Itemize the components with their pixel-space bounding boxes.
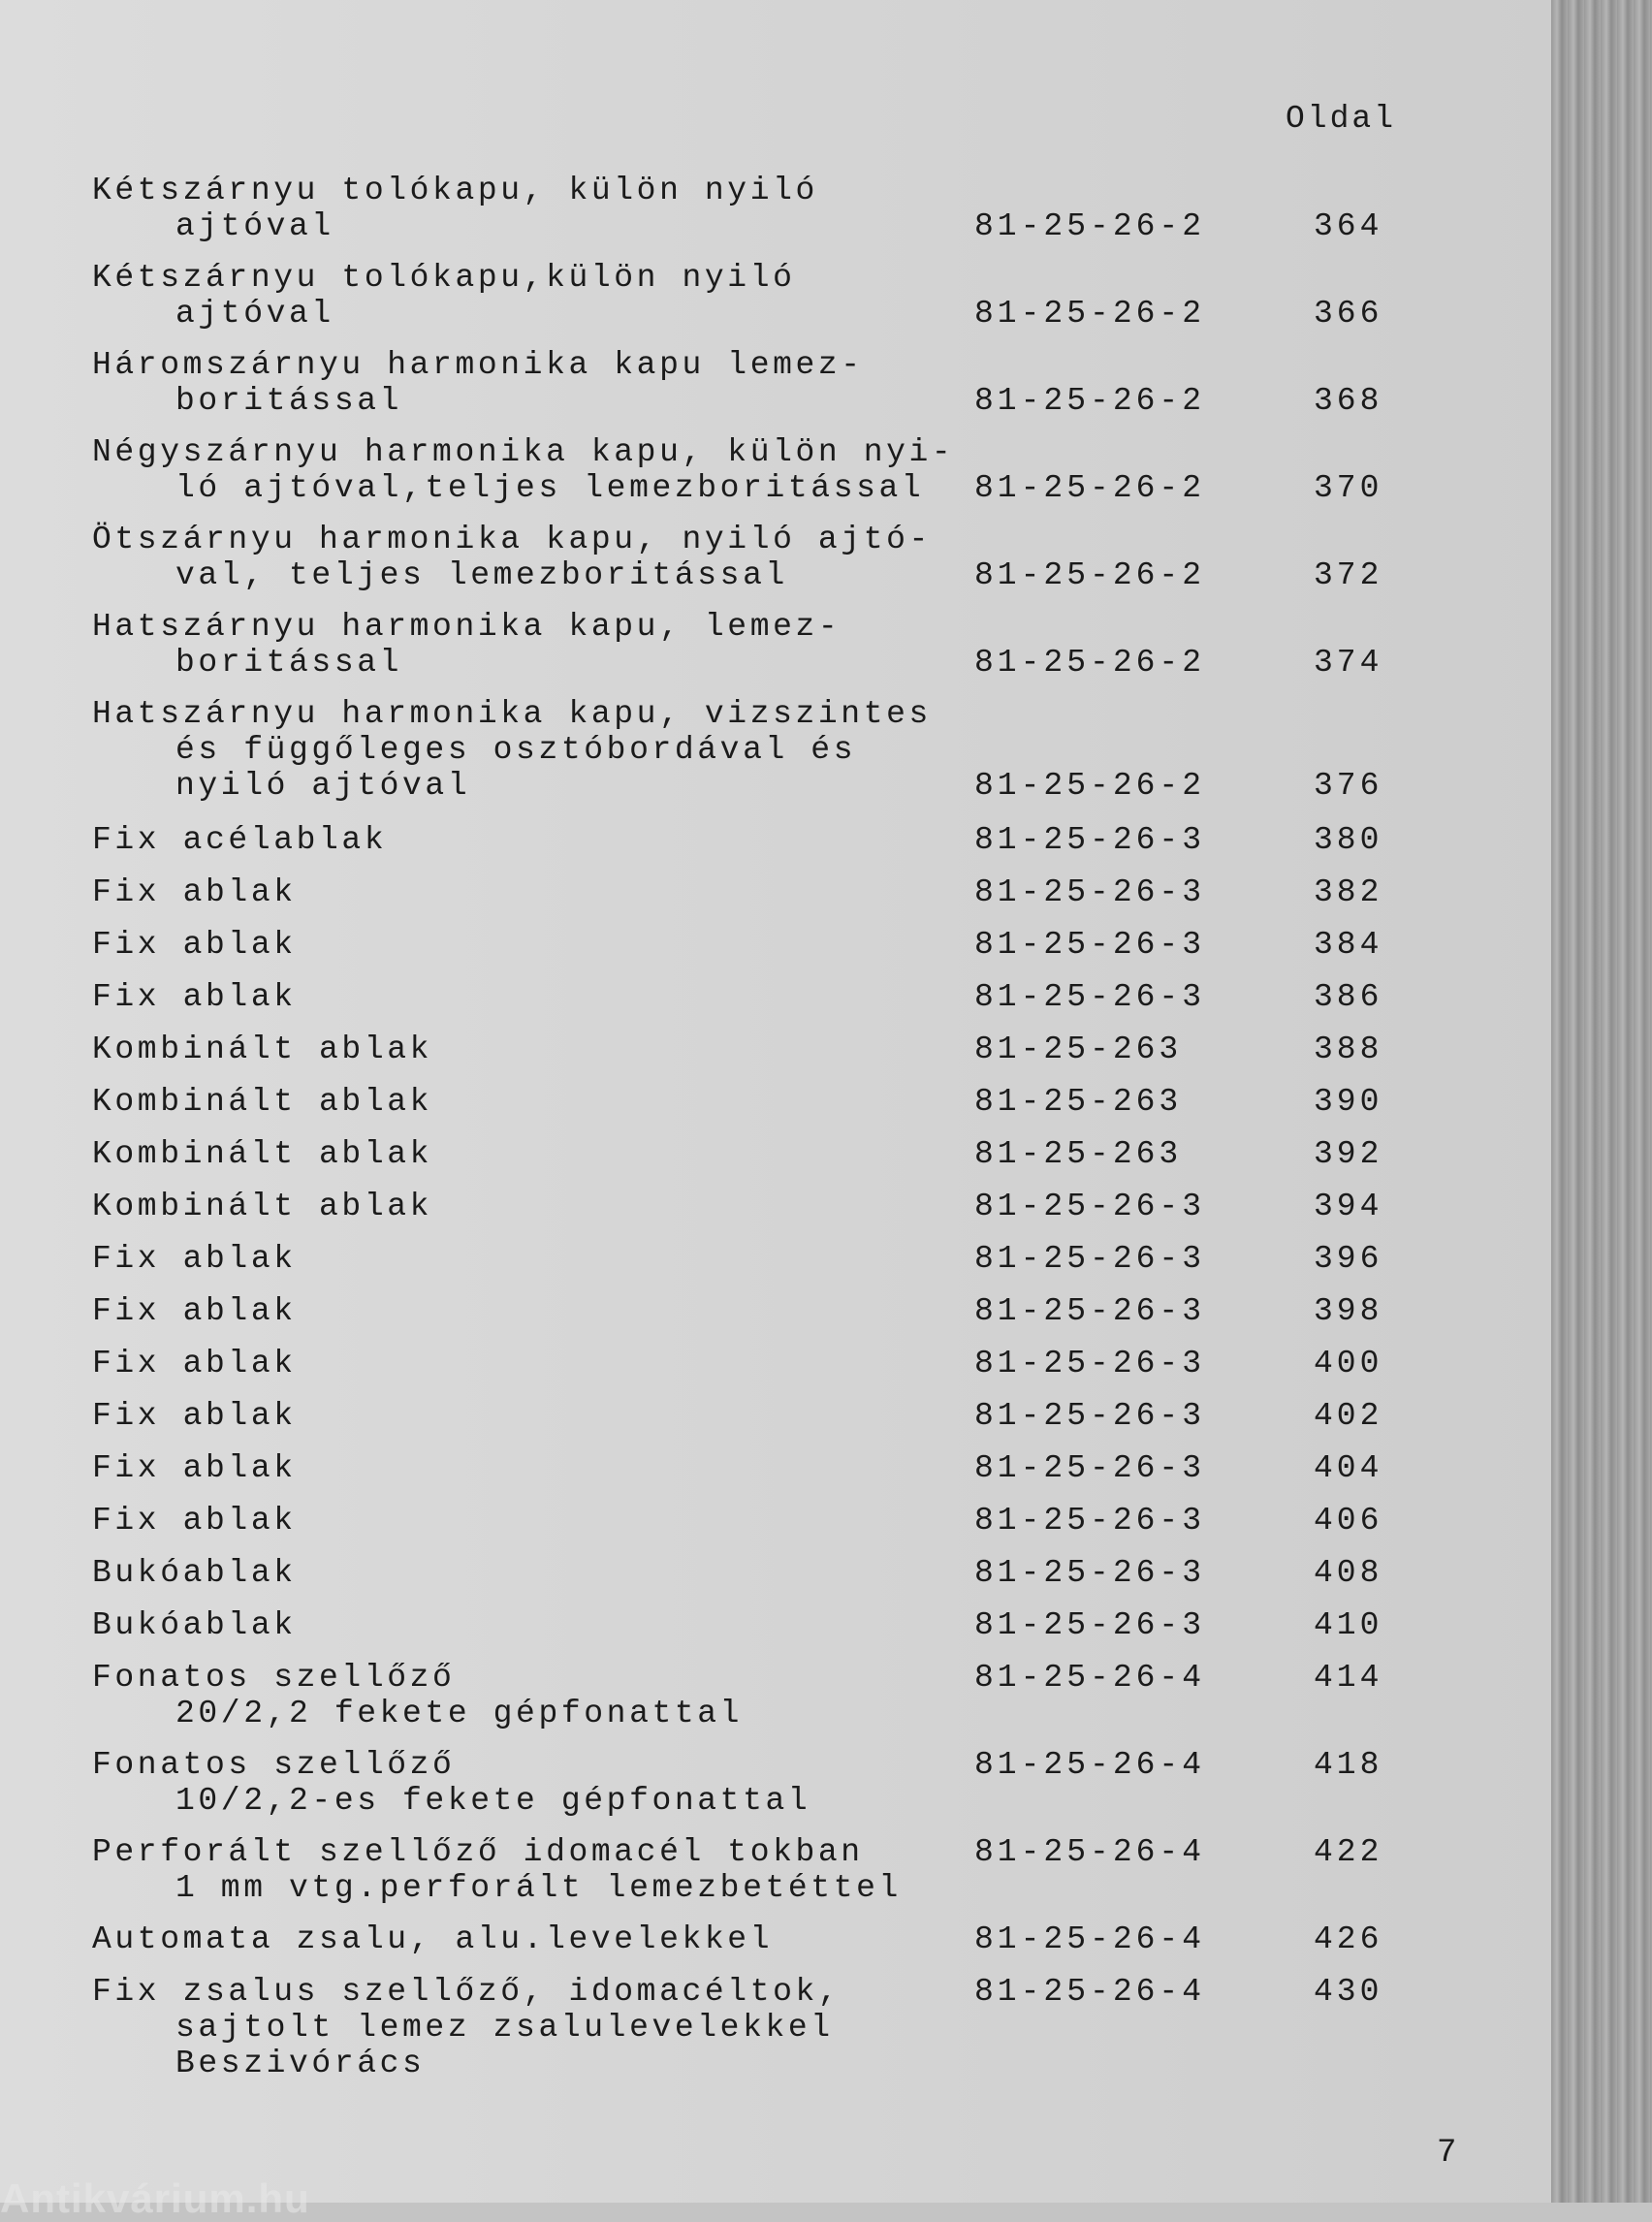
- entry-title-line: Fix ablak: [92, 1293, 297, 1329]
- toc-entry: [0, 1032, 1551, 1067]
- watermark: Antikvárium.hu: [0, 2175, 310, 2221]
- entry-code: 81-25-26-2: [974, 470, 1206, 506]
- entry-code: 81-25-26-3: [974, 874, 1206, 910]
- toc-entry: [0, 1607, 1551, 1643]
- entry-title-line: 20/2,2 fekete gépfonattal: [175, 1696, 744, 1731]
- toc-entry: [0, 696, 1551, 804]
- entry-page: 422: [1314, 1834, 1383, 1870]
- entry-title: [92, 1136, 945, 1172]
- entry-title: [92, 1555, 945, 1591]
- entry-title: [92, 1503, 945, 1539]
- entry-title: [92, 1974, 945, 2081]
- entry-page: 418: [1314, 1747, 1383, 1783]
- entry-code: 81-25-26-2: [974, 645, 1206, 681]
- entry-page: 364: [1314, 208, 1383, 244]
- entry-code: 81-25-26-4: [974, 1974, 1206, 2010]
- entry-title-line: Ötszárnyu harmonika kapu, nyiló ajtó-: [92, 522, 932, 557]
- entry-code: 81-25-26-3: [974, 1189, 1206, 1224]
- entry-title-line: Fix ablak: [92, 1503, 297, 1539]
- entry-title-line: Fonatos szellőző: [92, 1747, 456, 1783]
- entry-page: 366: [1314, 296, 1383, 332]
- entry-title: [92, 173, 945, 244]
- entry-code: 81-25-26-3: [974, 1450, 1206, 1486]
- toc-entry: [0, 1834, 1551, 1906]
- entry-code: 81-25-26-3: [974, 1555, 1206, 1591]
- page-edge: [1551, 0, 1652, 2203]
- entry-code: 81-25-26-4: [974, 1921, 1206, 1957]
- entry-code: 81-25-26-3: [974, 1398, 1206, 1434]
- entry-code: 81-25-26-3: [974, 1293, 1206, 1329]
- entry-title-line: ajtóval: [175, 208, 334, 244]
- entry-page: 426: [1314, 1921, 1383, 1957]
- entry-title-line: Háromszárnyu harmonika kapu lemez-: [92, 347, 864, 383]
- entry-page: 410: [1314, 1607, 1383, 1643]
- entry-title-line: Fix ablak: [92, 1450, 297, 1486]
- toc-entry: [0, 1398, 1551, 1434]
- entry-title-line: Hatszárnyu harmonika kapu, lemez-: [92, 609, 842, 645]
- entry-title-line: boritással: [175, 645, 403, 681]
- entry-code: 81-25-263: [974, 1032, 1183, 1067]
- entry-title-line: Fix ablak: [92, 979, 297, 1015]
- entry-code: 81-25-26-2: [974, 296, 1206, 332]
- entry-title-line: 10/2,2-es fekete gépfonattal: [175, 1783, 811, 1819]
- entry-page: 372: [1314, 557, 1383, 593]
- toc-entry: [0, 1450, 1551, 1486]
- entry-title-line: Kétszárnyu tolókapu, külön nyiló: [92, 173, 818, 208]
- entry-page: 430: [1314, 1974, 1383, 2010]
- entry-title: [92, 1189, 945, 1224]
- entry-page: 370: [1314, 470, 1383, 506]
- entry-title: [92, 1660, 945, 1731]
- entry-code: 81-25-263: [974, 1136, 1183, 1172]
- entry-title-line: és függőleges osztóbordával és: [175, 732, 857, 768]
- entry-title-line: Fix ablak: [92, 927, 297, 963]
- entry-title-line: Fonatos szellőző: [92, 1660, 456, 1696]
- entry-title-line: Fix acélablak: [92, 822, 388, 858]
- entry-code: 81-25-263: [974, 1084, 1183, 1120]
- toc-entry: [0, 1293, 1551, 1329]
- toc-entry: [0, 609, 1551, 681]
- column-header-oldal: Oldal: [1286, 101, 1397, 137]
- entry-title: [92, 1084, 945, 1120]
- entry-page: 392: [1314, 1136, 1383, 1172]
- entry-title: [92, 822, 945, 858]
- entry-title-line: Kombinált ablak: [92, 1189, 433, 1224]
- entry-title-line: nyiló ajtóval: [175, 768, 471, 804]
- entry-title-line: Kombinált ablak: [92, 1032, 433, 1067]
- entry-title: [92, 874, 945, 910]
- toc-entry: [0, 1189, 1551, 1224]
- entry-page: 380: [1314, 822, 1383, 858]
- toc-entry: [0, 1503, 1551, 1539]
- entry-title-line: Bukóablak: [92, 1607, 297, 1643]
- entry-title: [92, 609, 945, 681]
- entry-title-line: Beszivórács: [175, 2046, 426, 2081]
- entry-title: [92, 1346, 945, 1381]
- entry-code: 81-25-26-4: [974, 1747, 1206, 1783]
- entry-title: [92, 1293, 945, 1329]
- entry-code: 81-25-26-2: [974, 383, 1206, 419]
- toc-entry: [0, 1974, 1551, 2081]
- entry-title-line: Kétszárnyu tolókapu,külön nyiló: [92, 260, 796, 296]
- toc-entry: [0, 434, 1551, 506]
- entry-title: [92, 347, 945, 419]
- entry-title: [92, 260, 945, 332]
- entry-title-line: boritással: [175, 383, 403, 419]
- entry-title-line: Fix ablak: [92, 1346, 297, 1381]
- toc-entry: [0, 1921, 1551, 1957]
- toc-entry: [0, 522, 1551, 593]
- page-number: 7: [1437, 2135, 1457, 2172]
- entry-title: [92, 1921, 945, 1957]
- toc-entry: [0, 1136, 1551, 1172]
- entry-page: 408: [1314, 1555, 1383, 1591]
- entry-title: [92, 434, 955, 506]
- entry-title-line: ajtóval: [175, 296, 334, 332]
- entry-title: [92, 1241, 945, 1277]
- entry-page: 414: [1314, 1660, 1383, 1696]
- entry-code: 81-25-26-3: [974, 1607, 1206, 1643]
- entry-title: [92, 1607, 945, 1643]
- entry-code: 81-25-26-3: [974, 927, 1206, 963]
- toc-entry: [0, 1747, 1551, 1819]
- entry-title: [92, 1032, 945, 1067]
- entry-title: [92, 1398, 945, 1434]
- toc-entry: [0, 1660, 1551, 1731]
- toc-entry: [0, 822, 1551, 858]
- entry-title-line: Perforált szellőző idomacél tokban: [92, 1834, 864, 1870]
- toc-entry: [0, 1555, 1551, 1591]
- entry-title: [92, 696, 945, 804]
- entry-page: 396: [1314, 1241, 1383, 1277]
- entry-title: [92, 522, 945, 593]
- entry-page: 400: [1314, 1346, 1383, 1381]
- entry-page: 406: [1314, 1503, 1383, 1539]
- entry-page: 398: [1314, 1293, 1383, 1329]
- entry-code: 81-25-26-2: [974, 557, 1206, 593]
- entry-title: [92, 979, 945, 1015]
- entry-page: 402: [1314, 1398, 1383, 1434]
- entry-page: 376: [1314, 768, 1383, 804]
- entry-title-line: Fix ablak: [92, 874, 297, 910]
- entry-code: 81-25-26-3: [974, 1503, 1206, 1539]
- entry-title-line: Fix zsalus szellőző, idomacéltok,: [92, 1974, 842, 2010]
- entry-page: 388: [1314, 1032, 1383, 1067]
- entry-title-line: Hatszárnyu harmonika kapu, vizszintes: [92, 696, 932, 732]
- entry-title-line: Fix ablak: [92, 1398, 297, 1434]
- entry-page: 390: [1314, 1084, 1383, 1120]
- toc-entry: [0, 347, 1551, 419]
- entry-code: 81-25-26-4: [974, 1660, 1206, 1696]
- entry-page: 382: [1314, 874, 1383, 910]
- entry-title-line: val, teljes lemezboritással: [175, 557, 788, 593]
- entry-page: 368: [1314, 383, 1383, 419]
- entry-code: 81-25-26-3: [974, 822, 1206, 858]
- entry-code: 81-25-26-2: [974, 768, 1206, 804]
- toc-entry: [0, 1346, 1551, 1381]
- entry-title-line: 1 mm vtg.perforált lemezbetéttel: [175, 1870, 902, 1906]
- entry-page: 404: [1314, 1450, 1383, 1486]
- entry-title: [92, 927, 945, 963]
- entry-title-line: Fix ablak: [92, 1241, 297, 1277]
- entry-page: 374: [1314, 645, 1383, 681]
- entry-title-line: Négyszárnyu harmonika kapu, külön nyi-: [92, 434, 955, 470]
- entry-title-line: Kombinált ablak: [92, 1084, 433, 1120]
- toc-entry: [0, 979, 1551, 1015]
- entry-code: 81-25-26-3: [974, 979, 1206, 1015]
- entry-code: 81-25-26-4: [974, 1834, 1206, 1870]
- entry-page: 384: [1314, 927, 1383, 963]
- toc-entry: [0, 173, 1551, 244]
- entry-title-line: sajtolt lemez zsalulevelekkel: [175, 2010, 834, 2046]
- toc-entry: [0, 1084, 1551, 1120]
- entry-code: 81-25-26-3: [974, 1241, 1206, 1277]
- entry-title: [92, 1450, 945, 1486]
- toc-entry: [0, 874, 1551, 910]
- entry-page: 394: [1314, 1189, 1383, 1224]
- entry-title-line: ló ajtóval,teljes lemezboritással: [175, 470, 925, 506]
- entry-title: [92, 1747, 945, 1819]
- entry-title-line: Automata zsalu, alu.levelekkel: [92, 1921, 774, 1957]
- toc-entry: [0, 1241, 1551, 1277]
- toc-entry: [0, 260, 1551, 332]
- entry-title-line: Bukóablak: [92, 1555, 297, 1591]
- toc-entry: [0, 927, 1551, 963]
- entry-page: 386: [1314, 979, 1383, 1015]
- entry-code: 81-25-26-2: [974, 208, 1206, 244]
- entry-title: [92, 1834, 945, 1906]
- entry-title-line: Kombinált ablak: [92, 1136, 433, 1172]
- entry-code: 81-25-26-3: [974, 1346, 1206, 1381]
